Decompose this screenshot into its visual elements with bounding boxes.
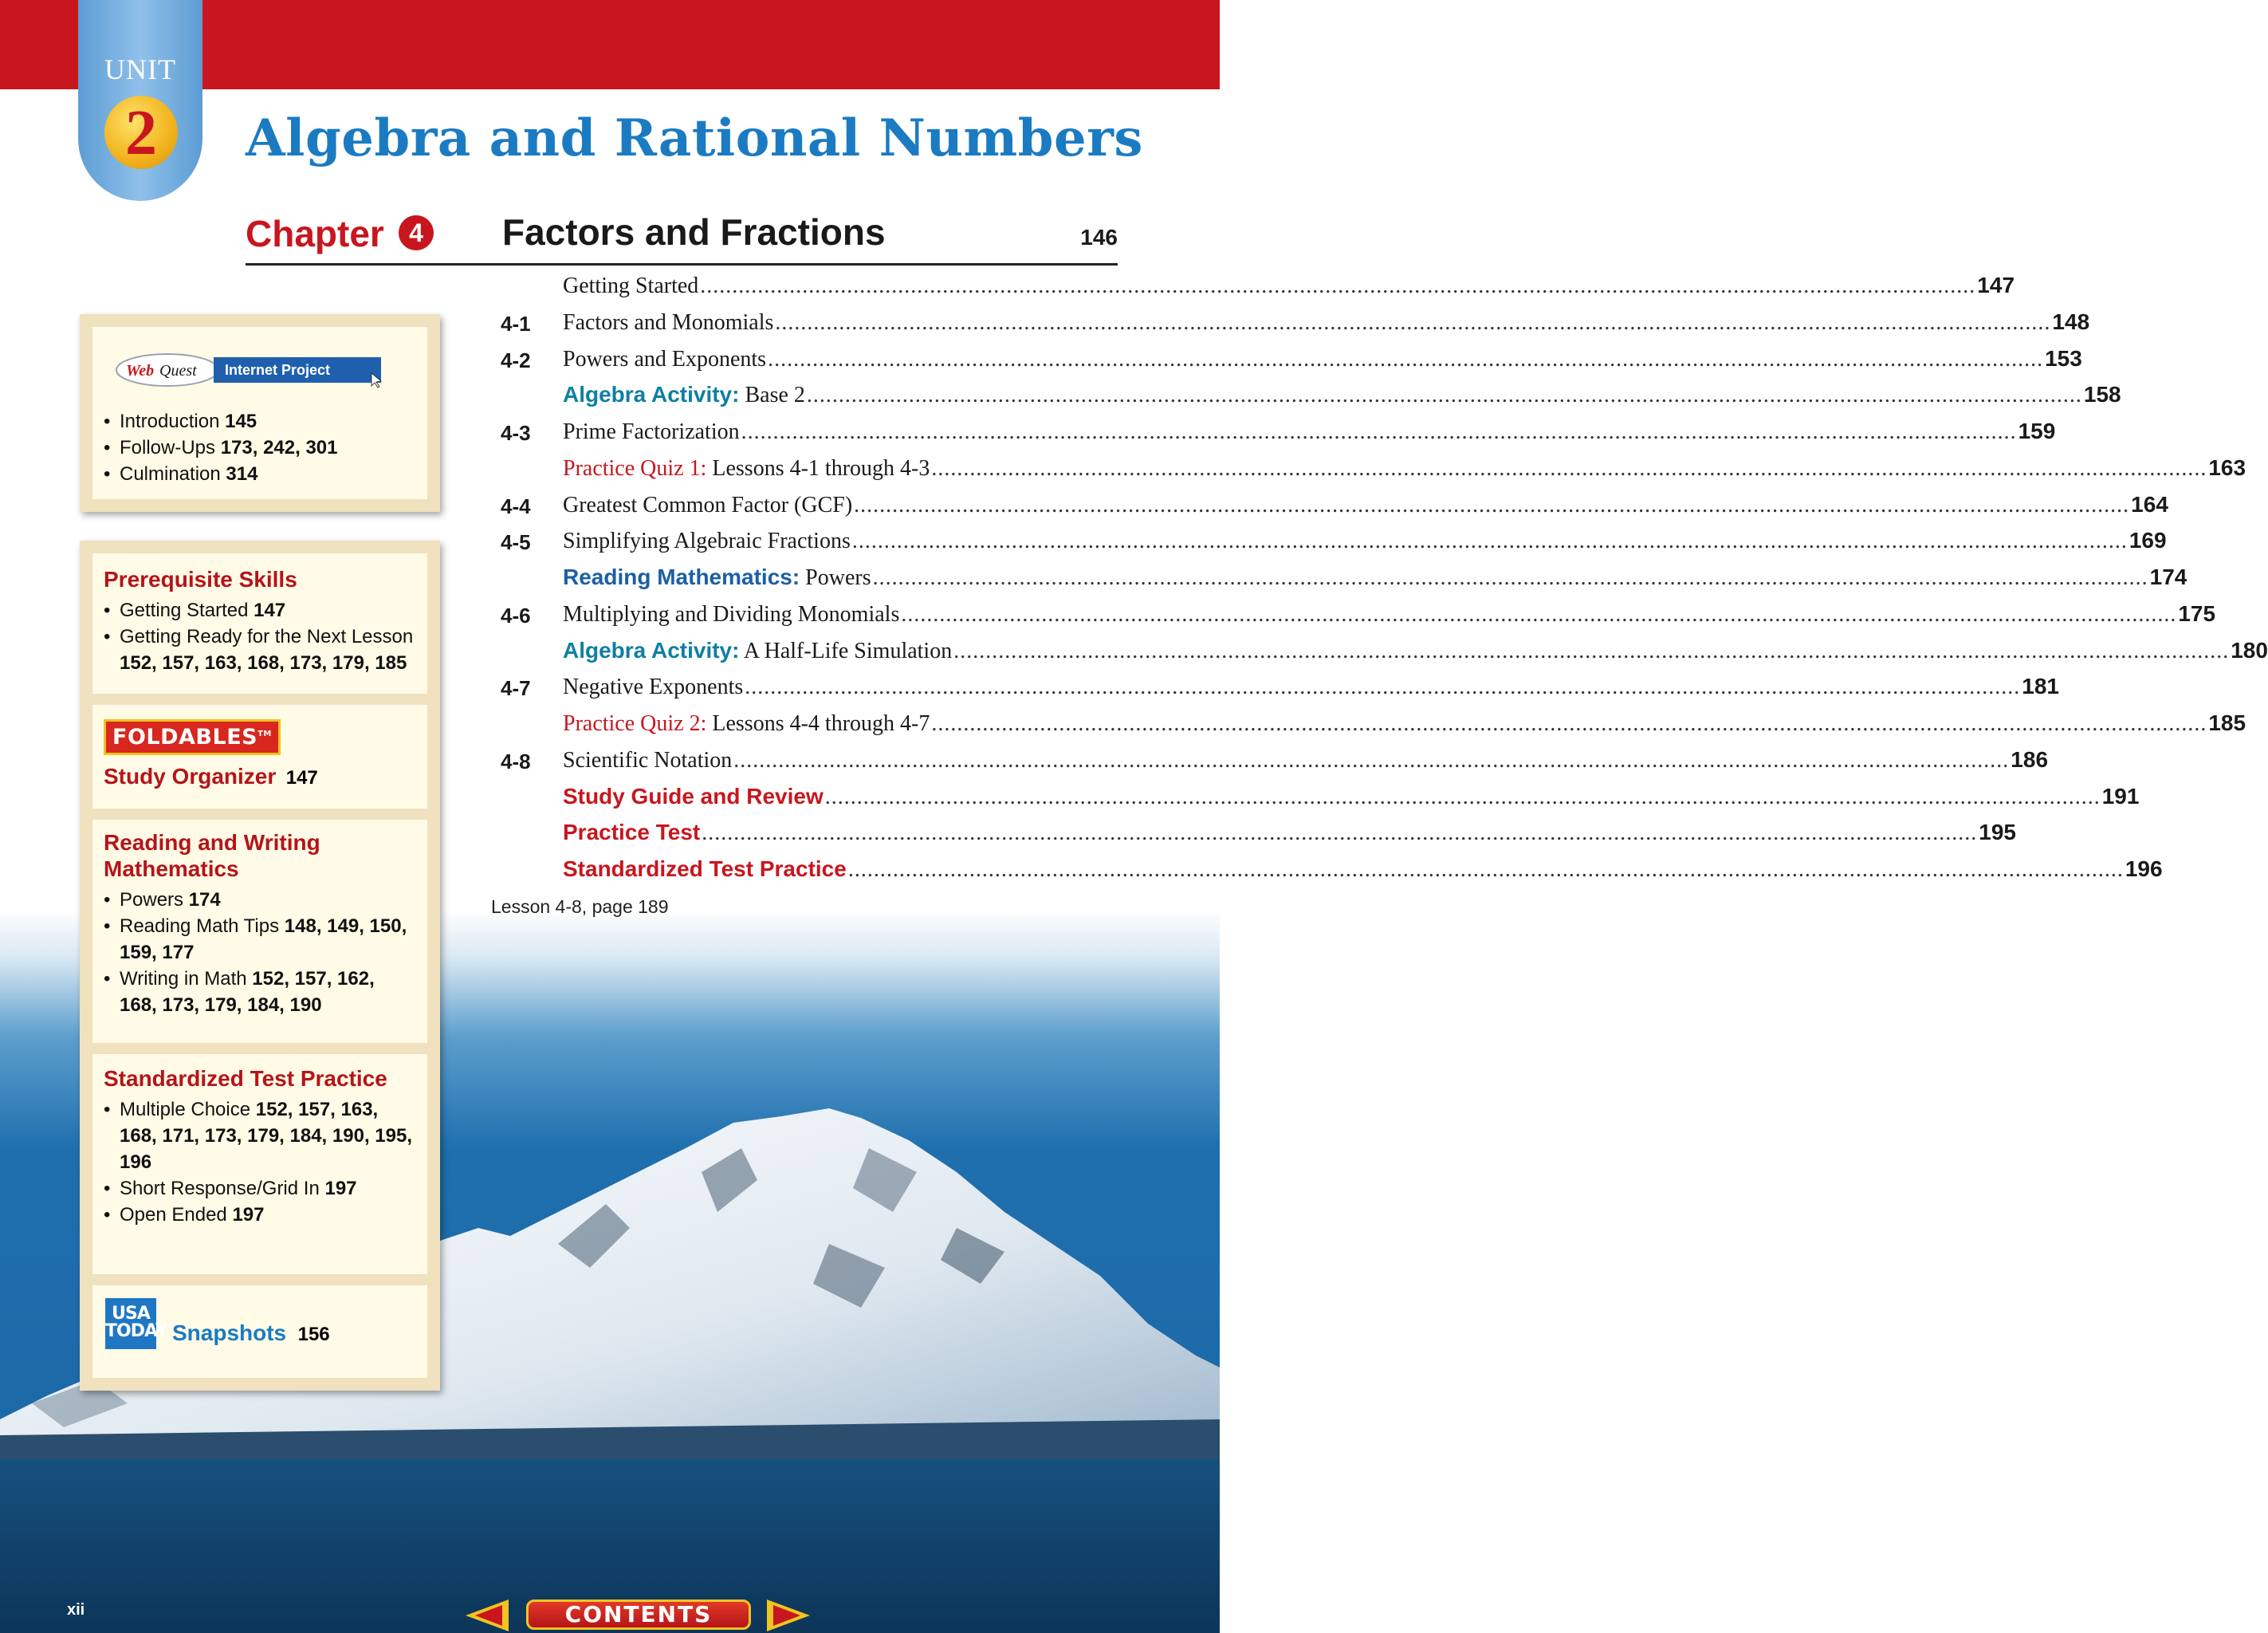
toc-row[interactable] bbox=[502, 379, 2121, 415]
webquest-box bbox=[92, 327, 427, 499]
toc-entry-text bbox=[563, 748, 732, 773]
reading-heading-line2: Mathematics bbox=[104, 856, 239, 881]
toc-entry bbox=[563, 273, 2015, 303]
toc-row[interactable] bbox=[502, 561, 2187, 598]
toc-entry-text bbox=[563, 565, 871, 591]
prerequisite-box bbox=[92, 553, 427, 694]
toc-entry-title: Powers bbox=[800, 565, 871, 590]
toc-entry-text bbox=[563, 347, 766, 372]
study-organizer-label: Study Organizer bbox=[104, 764, 277, 789]
toc-entry-prefix: Reading Mathematics: bbox=[563, 565, 800, 589]
toc-dot-leader: ........................................................................................................................................................................................................ bbox=[733, 747, 2010, 773]
toc-entry-text bbox=[563, 638, 952, 664]
list-item-label: Powers bbox=[120, 889, 184, 911]
table-of-contents bbox=[501, 270, 2268, 890]
toc-entry-title: Prime Factorization bbox=[563, 419, 740, 444]
toc-page-number: 153 bbox=[2045, 345, 2082, 371]
list-item-label: Introduction bbox=[120, 411, 220, 432]
list-item[interactable] bbox=[104, 913, 416, 966]
toc-dot-leader: ........................................................................................................................................................................................................ bbox=[931, 711, 2207, 736]
toc-dot-leader: ........................................................................................................................................................................................................ bbox=[741, 419, 2017, 444]
toc-entry-prefix: Algebra Activity: bbox=[563, 637, 740, 663]
toc-lesson-number: 4-4 bbox=[501, 494, 531, 518]
list-item-label: Multiple Choice bbox=[120, 1099, 251, 1120]
toc-entry-title: Factors and Monomials bbox=[563, 309, 774, 335]
toc-page-number: 175 bbox=[2178, 600, 2216, 626]
toc-entry-title: Standardized Test Practice bbox=[563, 856, 847, 881]
list-item-label: Writing in Math bbox=[120, 968, 247, 990]
toc-entry bbox=[563, 454, 2246, 486]
toc-lesson-number: 4-7 bbox=[501, 676, 531, 701]
toc-page-number: 185 bbox=[2208, 710, 2246, 735]
toc-entry bbox=[563, 309, 2090, 340]
webquest-list bbox=[104, 408, 419, 487]
usatoday-logo-line2: TODAY bbox=[105, 1321, 167, 1341]
toc-entry-title: Study Guide and Review bbox=[563, 783, 823, 809]
toc-lesson-number: 4-5 bbox=[501, 530, 531, 555]
toc-page-number: 159 bbox=[2018, 419, 2056, 443]
toc-page-number: 158 bbox=[2083, 382, 2121, 407]
toc-page-number: 169 bbox=[2128, 528, 2167, 553]
list-item-pages: 152, 157, 163, 168, 171, 173, 179, 184, 190, 195, 196 bbox=[120, 1099, 412, 1173]
list-item[interactable] bbox=[104, 1096, 416, 1175]
list-item[interactable] bbox=[104, 597, 416, 624]
foldables-tm: TM bbox=[257, 730, 272, 738]
list-item[interactable] bbox=[104, 435, 419, 461]
next-arrow-icon[interactable] bbox=[765, 1598, 813, 1633]
toc-page-number: 195 bbox=[1979, 820, 2016, 845]
toc-entry-title: Lessons 4-1 through 4-3 bbox=[706, 455, 930, 481]
list-item-pages: 152, 157, 162, 168, 173, 179, 184, 190 bbox=[120, 968, 375, 1016]
foldables-box bbox=[92, 705, 427, 809]
toc-dot-leader: ........................................................................................................................................................................................................ bbox=[872, 565, 2148, 590]
toc-entry-text bbox=[563, 529, 851, 554]
contents-navigation bbox=[462, 1598, 813, 1633]
toc-row[interactable] bbox=[501, 489, 2168, 525]
list-item-pages: 174 bbox=[188, 889, 221, 911]
toc-page-number: 164 bbox=[2131, 491, 2168, 517]
toc-lesson-number: 4-8 bbox=[501, 749, 531, 773]
list-item-pages: 314 bbox=[226, 463, 258, 485]
toc-entry-text bbox=[563, 419, 740, 445]
toc-row[interactable] bbox=[501, 744, 2049, 781]
reading-writing-box bbox=[92, 820, 427, 1043]
svg-text:Quest: Quest bbox=[159, 362, 197, 380]
toc-entry bbox=[563, 345, 2082, 376]
toc-page-number: 163 bbox=[2208, 454, 2246, 480]
webquest-logo-icon[interactable] bbox=[115, 351, 386, 389]
toc-row[interactable] bbox=[502, 853, 2163, 890]
toc-row[interactable] bbox=[501, 598, 2216, 635]
unit-title: Algebra and Rational Numbers bbox=[246, 108, 1143, 168]
standardized-list bbox=[104, 1096, 416, 1228]
toc-entry bbox=[563, 856, 2163, 887]
toc-dot-leader: ........................................................................................................................................................................................................ bbox=[700, 273, 1976, 298]
list-item[interactable] bbox=[104, 461, 419, 487]
usatoday-logo-line1: USA bbox=[112, 1304, 150, 1324]
unit-tab bbox=[78, 0, 202, 201]
standardized-box bbox=[92, 1054, 427, 1274]
toc-entry-text bbox=[563, 856, 847, 882]
toc-row[interactable] bbox=[502, 816, 2016, 853]
toc-dot-leader: ........................................................................................................................................................................................................ bbox=[824, 784, 2101, 809]
toc-entry-title: A Half-Life Simulation bbox=[739, 638, 953, 663]
toc-entry-title: Simplifying Algebraic Fractions bbox=[563, 529, 851, 554]
toc-lesson-number: 4-3 bbox=[501, 421, 531, 445]
chapter-header[interactable] bbox=[246, 209, 1118, 266]
toc-page-number: 191 bbox=[2101, 783, 2140, 809]
toc-entry bbox=[563, 382, 2121, 412]
list-item-label: Short Response/Grid In bbox=[120, 1178, 320, 1199]
toc-entry-title: Multiplying and Dividing Monomials bbox=[563, 601, 900, 627]
toc-entry-text bbox=[563, 675, 743, 700]
toc-row[interactable] bbox=[501, 525, 2167, 561]
toc-entry-title: Scientific Notation bbox=[563, 747, 733, 773]
toc-row[interactable] bbox=[502, 635, 2268, 671]
toc-row[interactable] bbox=[501, 306, 2090, 343]
toc-page-number: 196 bbox=[2125, 856, 2163, 881]
toc-lesson-number: 4-1 bbox=[501, 311, 531, 336]
toc-entry-text bbox=[563, 820, 700, 845]
toc-page-number: 148 bbox=[2052, 309, 2090, 334]
toc-entry-text bbox=[563, 382, 805, 408]
toc-dot-leader: ........................................................................................................................................................................................................ bbox=[806, 383, 2082, 408]
toc-dot-leader: ........................................................................................................................................................................................................ bbox=[702, 820, 1978, 846]
list-item-pages: 173, 242, 301 bbox=[220, 437, 338, 458]
toc-dot-leader: ........................................................................................................................................................................................................ bbox=[901, 601, 2177, 627]
list-item[interactable] bbox=[104, 1175, 416, 1202]
list-item-label: Reading Math Tips bbox=[120, 915, 280, 937]
toc-entry-text bbox=[563, 711, 930, 737]
toc-row[interactable] bbox=[502, 707, 2246, 744]
toc-dot-leader: ........................................................................................................................................................................................................ bbox=[768, 346, 2044, 372]
list-item[interactable] bbox=[104, 1202, 416, 1228]
toc-entry-prefix: Practice Quiz 1: bbox=[563, 455, 707, 481]
toc-entry-title: Greatest Common Factor (GCF) bbox=[563, 492, 853, 517]
reading-list bbox=[104, 887, 416, 1018]
toc-row[interactable] bbox=[501, 415, 2056, 452]
chapter-page: 146 bbox=[1080, 225, 1118, 250]
list-item-pages: 197 bbox=[232, 1204, 265, 1226]
toc-entry bbox=[563, 565, 2187, 595]
toc-dot-leader: ........................................................................................................................................................................................................ bbox=[851, 529, 2128, 554]
toc-page-number: 174 bbox=[2149, 565, 2187, 589]
toc-entry bbox=[563, 820, 2016, 850]
toc-entry bbox=[563, 783, 2140, 814]
list-item-pages: 147 bbox=[254, 600, 286, 621]
toc-entry-text bbox=[563, 273, 698, 299]
usatoday-box bbox=[92, 1285, 427, 1378]
foldables-logo-text: FOLDABLES bbox=[112, 725, 258, 750]
study-organizer-line[interactable] bbox=[104, 763, 416, 789]
toc-page-number: 186 bbox=[2011, 746, 2049, 772]
study-organizer-page: 147 bbox=[285, 767, 318, 789]
chapter-word: Chapter bbox=[246, 213, 384, 254]
chapter-title: Factors and Fractions bbox=[502, 211, 886, 253]
list-item-label: Getting Started bbox=[120, 600, 249, 621]
toc-entry bbox=[563, 491, 2168, 522]
foldables-logo[interactable] bbox=[104, 719, 281, 755]
toc-entry-prefix: Practice Quiz 2: bbox=[563, 711, 707, 736]
toc-page-number: 147 bbox=[1977, 273, 2015, 297]
previous-arrow-icon[interactable] bbox=[462, 1598, 510, 1633]
toc-lesson-number: 4-2 bbox=[501, 348, 531, 372]
sidebar-panel bbox=[80, 541, 440, 1391]
toc-page-number: 181 bbox=[2022, 674, 2059, 699]
chapter-number-badge: 4 bbox=[399, 215, 434, 250]
usatoday-logo[interactable] bbox=[105, 1298, 167, 1349]
list-item-label: Culmination bbox=[120, 463, 221, 485]
toc-entry bbox=[563, 419, 2056, 449]
standardized-heading: Standardized Test Practice bbox=[104, 1066, 387, 1091]
list-item[interactable] bbox=[104, 966, 416, 1018]
photo-caption: Lesson 4-8, page 189 bbox=[491, 896, 669, 917]
toc-dot-leader: ........................................................................................................................................................................................................ bbox=[745, 675, 2021, 700]
toc-entry bbox=[563, 674, 2059, 704]
toc-dot-leader: ........................................................................................................................................................................................................ bbox=[931, 455, 2207, 481]
toc-entry bbox=[563, 746, 2049, 777]
list-item-pages: 145 bbox=[225, 411, 257, 432]
toc-row[interactable] bbox=[501, 343, 2082, 380]
toc-entry-title: Lessons 4-4 through 4-7 bbox=[706, 711, 930, 736]
toc-entry bbox=[563, 710, 2246, 741]
unit-label: UNIT bbox=[104, 53, 176, 85]
toc-entry-text bbox=[563, 456, 930, 482]
toc-entry-prefix: Algebra Activity: bbox=[563, 382, 740, 407]
list-item-pages: 197 bbox=[324, 1178, 357, 1199]
list-item-pages: 152, 157, 163, 168, 173, 179, 185 bbox=[120, 652, 407, 674]
reading-heading-line1: Reading and Writing bbox=[104, 830, 320, 855]
toc-entry bbox=[563, 600, 2216, 632]
toc-row[interactable] bbox=[502, 781, 2140, 817]
snapshots-page: 156 bbox=[297, 1324, 330, 1345]
toc-entry-title: Powers and Exponents bbox=[563, 346, 767, 372]
webquest-panel bbox=[80, 314, 440, 512]
toc-dot-leader: ........................................................................................................................................................................................................ bbox=[775, 309, 2051, 335]
toc-row[interactable] bbox=[502, 452, 2246, 489]
toc-entry-title: Practice Test bbox=[563, 820, 701, 845]
toc-entry bbox=[563, 528, 2167, 558]
toc-entry-title: Negative Exponents bbox=[563, 675, 744, 700]
prerequisite-list bbox=[104, 597, 416, 676]
list-item-label: Open Ended bbox=[120, 1204, 227, 1226]
toc-entry-text bbox=[563, 493, 852, 518]
toc-dot-leader: ........................................................................................................................................................................................................ bbox=[854, 492, 2130, 517]
toc-entry-title: Base 2 bbox=[739, 383, 805, 408]
svg-text:Internet Project: Internet Project bbox=[225, 362, 331, 378]
toc-entry-text bbox=[563, 784, 823, 809]
prerequisite-heading: Prerequisite Skills bbox=[104, 567, 297, 592]
svg-text:Web: Web bbox=[126, 362, 155, 380]
toc-dot-leader: ........................................................................................................................................................................................................ bbox=[847, 857, 2124, 882]
snapshots-label: Snapshots bbox=[172, 1320, 287, 1345]
toc-lesson-number: 4-6 bbox=[501, 603, 531, 628]
toc-page-number: 180 bbox=[2231, 637, 2268, 663]
toc-entry bbox=[563, 637, 2268, 668]
list-item-pages: 148, 149, 150, 159, 177 bbox=[120, 915, 407, 963]
toc-dot-leader: ........................................................................................................................................................................................................ bbox=[953, 638, 2230, 663]
contents-button[interactable]: CONTENTS bbox=[526, 1600, 751, 1630]
unit-number-badge: 2 bbox=[104, 96, 178, 169]
toc-entry-text bbox=[563, 602, 899, 628]
page-number: xii bbox=[67, 1601, 85, 1619]
toc-row[interactable] bbox=[501, 671, 2059, 707]
toc-entry-title: Getting Started bbox=[563, 273, 699, 298]
toc-row[interactable] bbox=[502, 270, 2015, 306]
list-item-label: Getting Ready for the Next Lesson bbox=[120, 626, 414, 647]
snapshots-line[interactable] bbox=[172, 1320, 330, 1346]
list-item-label: Follow-Ups bbox=[120, 437, 216, 458]
toc-entry-text bbox=[563, 310, 773, 336]
list-item[interactable] bbox=[104, 624, 416, 676]
list-item[interactable] bbox=[104, 887, 416, 913]
list-item[interactable] bbox=[104, 408, 419, 435]
